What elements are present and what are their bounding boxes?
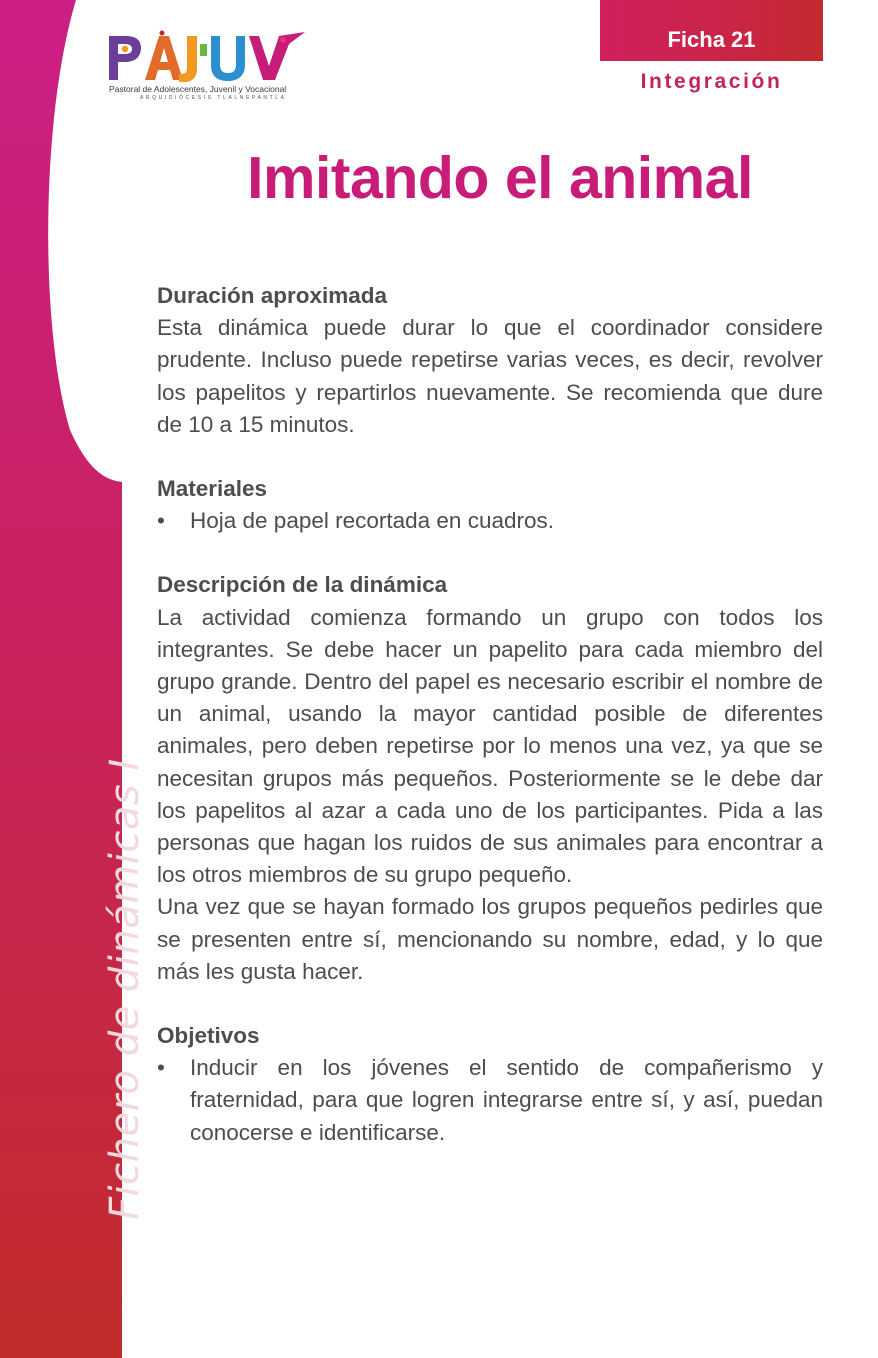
- page-title: Imitando el animal: [247, 145, 753, 211]
- descripcion-paragraph-2: Una vez que se hayan formado los grupos pequeños pedirles que se presenten entre sí, mencionando su nombre, edad, y lo que más les gusta hacer.: [157, 894, 823, 984]
- duracion-text: Esta dinámica puede durar lo que el coordinador considere prudente. Incluso puede repetirse varias veces, es decir, revolver los papelitos y repartirlos nuevamente. Se recomienda que dure de 10 a 15 minutos.: [157, 315, 823, 437]
- list-item: • Hoja de papel recortada en cuadros.: [157, 505, 823, 537]
- heading-materiales: Materiales: [157, 476, 268, 502]
- logo-subtitle-2: ARQUIDIÓCESIS TLALNEPANTLA: [140, 95, 287, 101]
- ficha-tab: [600, 0, 823, 61]
- list-item: • Inducir en los jóvenes el sentido de compañerismo y fraternidad, para que logren integrarse entre sí, y así, puedan conocerse e identificarse.: [157, 1052, 823, 1149]
- bullet: •: [157, 1055, 165, 1081]
- logo-subtitle: Pastoral de Adolescentes, Juvenil y Vocacional: [109, 84, 287, 94]
- ficha-number: Ficha 21: [667, 27, 756, 52]
- heading-descripcion: Descripción de la dinámica: [157, 572, 448, 598]
- heading-duracion: Duración aproximada: [157, 283, 388, 308]
- bullet: •: [157, 508, 165, 534]
- materiales-list: [157, 505, 823, 537]
- category-label: Integración: [640, 70, 783, 93]
- document-body: [157, 280, 823, 1149]
- descripcion-paragraph-1: La actividad comienza formando un grupo con todos los integrantes. Se debe hacer un papelito para cada miembro del grupo grande. Dentro del papel es necesario escribir el nombre de un animal, usando la mayor cantidad posible de diferentes animales, pero deben repetirse por lo menos una vez, ya que se necesitan grupos más pequeños. Posteriormente se le debe dar los papelitos al azar a cada uno de los participantes. Pida a las personas que hagan los ruidos de sus animales para encontrar a los otros miembros de su grupo pequeño.: [157, 604, 823, 888]
- objetivos-list: [157, 1052, 823, 1149]
- heading-objetivos: Objetivos: [157, 1023, 260, 1049]
- side-label: Fichero de dinámicas I: [102, 758, 148, 1220]
